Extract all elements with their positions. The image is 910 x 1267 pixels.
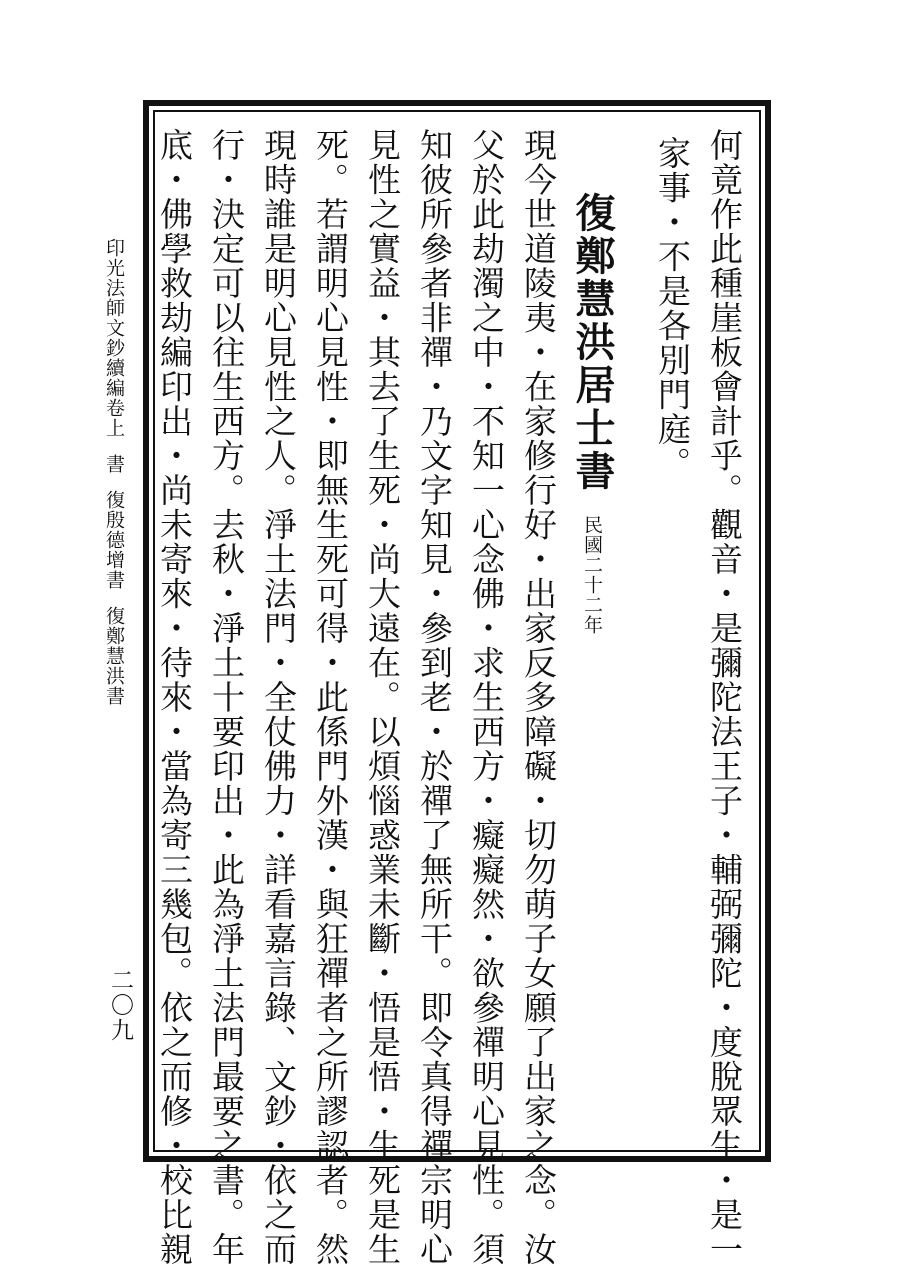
- letter-date: 民國二十二年: [581, 515, 603, 635]
- running-header-prev-letter: 復殷德增書: [103, 490, 125, 590]
- text-column: 現時誰是明心見性之人。淨土法門・全仗佛力・詳看嘉言錄、文鈔・依之而: [259, 128, 298, 1267]
- text-column: 見性之實益・其去了生死・尚大遠在。以煩惱惑業未斷・悟是悟・生死是生: [363, 128, 402, 1267]
- letter-heading: [566, 128, 618, 1202]
- page-number: 二〇九: [107, 968, 133, 1043]
- running-header-current-letter: 復鄭慧洪書: [103, 606, 125, 706]
- text-column: 知彼所參者非禪・乃文字知見・參到老・於禪了無所干。即令真得禪宗明心: [415, 128, 454, 1267]
- running-header-section: 書: [103, 454, 125, 474]
- running-header-book: 印光法師文鈔續編卷上: [103, 238, 125, 438]
- text-column: 底・佛學救劫編印出・尚未寄來・待來・當為寄三幾包。依之而修・校比親: [155, 128, 194, 1267]
- text-column: 父於此劫濁之中・不知一心念佛・求生西方・癡癡然・欲參禪明心見性。須: [467, 128, 506, 1267]
- text-column: 家事・不是各別門庭。: [653, 136, 692, 481]
- letter-title: 復鄭慧洪居士書: [569, 192, 616, 493]
- text-column: 何竟作此種崖板會計乎。觀音・是彌陀法王子・輔弼彌陀・度脫眾生・是一: [705, 128, 744, 1267]
- running-header: [96, 238, 132, 718]
- column-gap: [620, 128, 646, 1138]
- text-column: 死。若謂明心見性・即無生死可得・此係門外漢・與狂禪者之所謬認者。然: [311, 128, 350, 1267]
- text-column: 現今世道陵夷・在家修行好・出家反多障礙・切勿萌子女願了出家之念。汝: [519, 128, 558, 1267]
- text-area: [155, 128, 750, 1267]
- text-column: 行・決定可以往生西方。去秋・淨土十要印出・此為淨土法門最要之書。年: [207, 128, 246, 1267]
